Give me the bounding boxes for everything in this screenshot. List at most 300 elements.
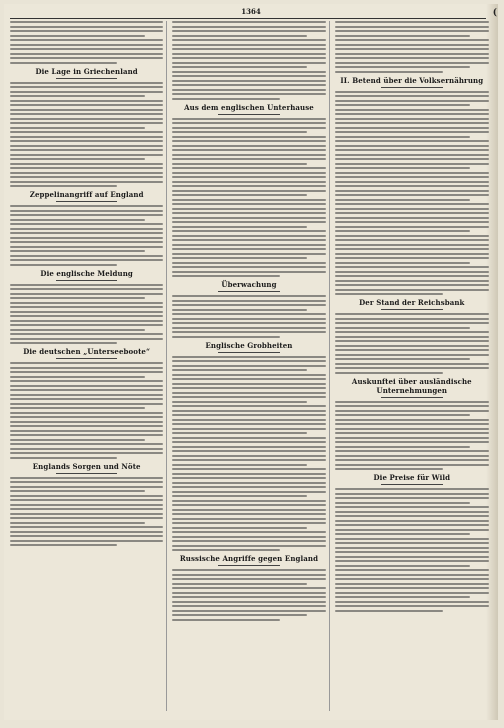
text-line xyxy=(172,21,325,23)
text-line xyxy=(10,452,163,454)
text-line xyxy=(10,315,163,317)
page-number: 1364 xyxy=(241,7,261,16)
text-line xyxy=(172,365,325,367)
text-block xyxy=(172,295,325,338)
text-line xyxy=(10,293,163,295)
text-line xyxy=(172,185,325,187)
text-line xyxy=(335,289,489,291)
text-line xyxy=(172,522,325,524)
text-line xyxy=(335,53,489,55)
text-line xyxy=(10,329,145,331)
text-line xyxy=(335,194,489,196)
text-line xyxy=(335,190,489,192)
text-line xyxy=(172,327,325,329)
text-line xyxy=(10,57,163,59)
text-line xyxy=(10,380,163,382)
text-line xyxy=(335,583,489,585)
text-line xyxy=(335,131,489,133)
text-line xyxy=(335,172,489,174)
newspaper-page xyxy=(4,4,498,720)
text-line xyxy=(172,614,307,616)
text-line xyxy=(335,336,489,338)
text-line xyxy=(172,383,325,385)
text-line xyxy=(172,89,325,91)
text-line xyxy=(172,574,325,576)
text-line xyxy=(172,392,325,394)
text-line xyxy=(10,288,163,290)
text-line xyxy=(172,587,325,589)
text-line xyxy=(172,39,325,41)
text-line xyxy=(172,230,325,232)
text-line xyxy=(335,450,489,452)
text-line xyxy=(335,542,489,544)
text-line xyxy=(335,95,489,97)
text-line xyxy=(335,284,489,286)
text-line xyxy=(335,497,489,499)
text-line xyxy=(172,71,325,73)
text-line xyxy=(335,410,489,412)
text-line xyxy=(10,371,163,373)
text-line xyxy=(335,601,489,603)
article-heading: Die deutschen „Unterseeboote“ xyxy=(23,347,151,356)
text-line xyxy=(172,149,325,151)
text-line xyxy=(335,587,489,589)
header-rule xyxy=(10,18,492,19)
text-line xyxy=(335,39,489,41)
text-line xyxy=(10,127,145,129)
text-line xyxy=(335,262,471,264)
article-heading: Die Lage in Griechenland xyxy=(35,66,138,76)
text-line xyxy=(335,538,489,540)
text-block xyxy=(10,21,163,64)
heading-rule xyxy=(381,309,443,310)
text-line xyxy=(10,338,163,340)
text-line xyxy=(10,508,163,510)
text-line xyxy=(10,232,163,234)
text-line xyxy=(10,425,163,427)
text-line xyxy=(172,235,325,237)
text-line xyxy=(172,158,325,160)
text-line xyxy=(172,518,325,520)
text-line xyxy=(172,84,325,86)
text-line xyxy=(335,313,489,315)
text-line xyxy=(172,262,325,264)
text-line xyxy=(172,336,279,338)
text-block xyxy=(335,21,489,73)
text-line xyxy=(10,407,145,409)
text-line xyxy=(172,194,307,196)
text-line xyxy=(335,26,489,28)
text-line xyxy=(172,75,325,77)
text-line xyxy=(172,504,325,506)
text-line xyxy=(335,163,489,165)
text-line xyxy=(172,167,325,169)
heading-rule xyxy=(218,114,279,115)
text-line xyxy=(335,560,489,562)
text-line xyxy=(172,248,325,250)
text-line xyxy=(335,358,471,360)
text-line xyxy=(10,95,145,97)
text-line xyxy=(10,522,145,524)
text-line xyxy=(172,257,307,259)
text-line xyxy=(172,304,325,306)
text-line xyxy=(172,500,325,502)
text-line xyxy=(335,405,489,407)
article-heading: Die englische Meldung xyxy=(40,268,133,278)
text-line xyxy=(335,136,471,138)
text-line xyxy=(335,266,489,268)
text-line xyxy=(10,48,163,50)
text-line xyxy=(10,44,163,46)
text-line xyxy=(335,181,489,183)
article-heading: Russische Angriffe gegen England xyxy=(179,554,319,563)
text-line xyxy=(10,448,163,450)
text-line xyxy=(10,53,163,55)
text-line xyxy=(172,313,325,315)
article-heading: Die Preise für Wild xyxy=(373,473,451,482)
text-line xyxy=(10,416,163,418)
text-line xyxy=(10,136,163,138)
text-line xyxy=(335,432,489,434)
text-block xyxy=(172,21,325,100)
text-line xyxy=(335,437,489,439)
text-line xyxy=(10,181,163,183)
text-line xyxy=(335,44,489,46)
text-line xyxy=(335,524,489,526)
text-line xyxy=(335,428,489,430)
text-line xyxy=(335,158,489,160)
text-line xyxy=(172,527,307,529)
text-line xyxy=(335,578,489,580)
text-line xyxy=(10,62,117,64)
text-line xyxy=(335,455,489,457)
article-heading: Aus dem englischen Unterhause xyxy=(184,102,314,112)
text-line xyxy=(172,468,325,470)
text-line xyxy=(172,513,325,515)
text-line xyxy=(335,354,489,356)
text-line xyxy=(172,396,325,398)
text-line xyxy=(335,176,489,178)
text-block xyxy=(172,569,325,621)
text-line xyxy=(335,367,489,369)
text-line xyxy=(335,21,489,23)
text-line xyxy=(172,203,325,205)
text-line xyxy=(172,473,325,475)
text-line xyxy=(335,226,489,228)
text-line xyxy=(335,574,489,576)
text-line xyxy=(335,464,489,466)
text-line xyxy=(335,565,471,567)
text-line xyxy=(10,540,163,542)
text-line xyxy=(172,244,325,246)
text-line xyxy=(10,122,163,124)
text-line xyxy=(172,66,307,68)
text-line xyxy=(172,253,325,255)
text-line xyxy=(172,322,325,324)
text-line xyxy=(172,35,307,37)
text-line xyxy=(335,529,489,531)
text-line xyxy=(172,509,325,511)
text-line xyxy=(335,419,489,421)
article-heading: Überwachung xyxy=(221,280,277,289)
text-line xyxy=(10,333,163,335)
text-line xyxy=(172,48,325,50)
text-line xyxy=(172,405,325,407)
text-line xyxy=(172,536,325,538)
text-line xyxy=(10,544,117,546)
text-line xyxy=(10,26,163,28)
edge-glyph: ( xyxy=(492,8,497,18)
text-line xyxy=(172,26,325,28)
text-line xyxy=(10,250,145,252)
text-line xyxy=(10,535,163,537)
text-line xyxy=(172,410,325,412)
text-line xyxy=(172,360,325,362)
text-line xyxy=(172,387,325,389)
text-line xyxy=(335,502,471,504)
text-line xyxy=(335,569,489,571)
text-line xyxy=(335,185,489,187)
text-line xyxy=(10,434,163,436)
text-line xyxy=(10,210,163,212)
text-line xyxy=(335,253,489,255)
text-line xyxy=(172,428,325,430)
text-line xyxy=(172,172,325,174)
text-line xyxy=(10,118,163,120)
text-line xyxy=(172,295,325,297)
text-line xyxy=(335,520,489,522)
text-line xyxy=(172,531,325,533)
text-line xyxy=(172,122,325,124)
text-line xyxy=(335,91,489,93)
text-block xyxy=(335,91,489,296)
text-line xyxy=(172,592,325,594)
text-line xyxy=(172,486,325,488)
text-line xyxy=(10,477,163,479)
text-line xyxy=(172,610,325,612)
text-line xyxy=(335,71,443,73)
text-line xyxy=(335,441,489,443)
text-line xyxy=(10,21,163,23)
text-line xyxy=(10,495,163,497)
text-line xyxy=(10,457,117,459)
text-line xyxy=(10,149,163,151)
text-line xyxy=(10,223,163,225)
text-line xyxy=(172,30,325,32)
text-line xyxy=(10,324,163,326)
text-line xyxy=(172,455,325,457)
text-line xyxy=(172,226,307,228)
text-line xyxy=(335,515,489,517)
article-heading: Englische Grobheiten xyxy=(205,340,293,350)
text-line xyxy=(10,311,163,313)
text-line xyxy=(10,439,145,441)
text-line xyxy=(335,122,489,124)
heading-rule xyxy=(56,473,117,474)
text-line xyxy=(10,342,117,344)
text-line xyxy=(10,517,163,519)
text-line xyxy=(10,100,163,102)
text-line xyxy=(172,450,325,452)
text-line xyxy=(172,432,307,434)
text-line xyxy=(172,53,325,55)
column-1 xyxy=(10,21,167,711)
text-line xyxy=(335,349,489,351)
text-line xyxy=(335,217,489,219)
text-line xyxy=(335,533,471,535)
text-block xyxy=(335,488,489,612)
text-block xyxy=(10,362,163,459)
text-line xyxy=(335,145,489,147)
text-line xyxy=(10,145,163,147)
text-line xyxy=(172,118,325,120)
text-line xyxy=(172,601,325,603)
text-line xyxy=(172,331,325,333)
text-line xyxy=(10,481,163,483)
text-line xyxy=(172,419,325,421)
text-line xyxy=(10,259,163,261)
text-line xyxy=(335,468,443,470)
text-line xyxy=(335,167,471,169)
text-line xyxy=(335,199,471,201)
text-line xyxy=(172,545,325,547)
heading-rule xyxy=(56,78,117,79)
text-line xyxy=(335,556,489,558)
heading-rule xyxy=(381,87,443,88)
text-line xyxy=(335,592,489,594)
text-line xyxy=(172,154,325,156)
text-line xyxy=(335,248,489,250)
article-heading: Zeppelinangriff auf England xyxy=(29,190,144,199)
text-line xyxy=(10,172,163,174)
text-block xyxy=(10,82,163,188)
text-line xyxy=(172,596,325,598)
text-line xyxy=(335,208,489,210)
text-line xyxy=(172,57,325,59)
text-line xyxy=(10,403,163,405)
article-heading: II. Betend über die Volksernährung xyxy=(340,75,484,85)
text-line xyxy=(172,275,279,277)
text-line xyxy=(172,309,307,311)
text-line xyxy=(172,145,325,147)
text-line xyxy=(10,241,163,243)
text-line xyxy=(335,154,489,156)
text-line xyxy=(172,62,325,64)
text-line xyxy=(335,322,489,324)
text-line xyxy=(10,237,163,239)
text-line xyxy=(335,48,489,50)
text-line xyxy=(335,57,489,59)
text-line xyxy=(172,239,325,241)
text-line xyxy=(335,280,489,282)
text-line xyxy=(335,149,489,151)
heading-rule xyxy=(381,484,443,485)
text-line xyxy=(335,372,443,374)
text-line xyxy=(10,513,163,515)
text-line xyxy=(172,446,325,448)
text-line xyxy=(335,340,489,342)
text-line xyxy=(172,459,325,461)
text-line xyxy=(10,255,163,257)
text-line xyxy=(10,109,163,111)
text-line xyxy=(10,412,163,414)
text-line xyxy=(172,176,325,178)
text-line xyxy=(10,504,163,506)
text-line xyxy=(10,228,163,230)
text-line xyxy=(10,297,145,299)
heading-rule xyxy=(56,201,117,202)
text-line xyxy=(335,459,489,461)
text-line xyxy=(10,140,163,142)
text-line xyxy=(10,394,163,396)
text-line xyxy=(335,113,489,115)
text-line xyxy=(10,443,163,445)
text-block xyxy=(335,313,489,374)
text-line xyxy=(335,493,489,495)
column-2 xyxy=(172,21,329,711)
text-line xyxy=(172,495,307,497)
text-line xyxy=(172,271,325,273)
text-line xyxy=(172,540,325,542)
text-line xyxy=(335,318,489,320)
text-block xyxy=(172,118,325,278)
text-line xyxy=(335,596,471,598)
text-line xyxy=(335,547,489,549)
text-block xyxy=(172,356,325,552)
article-heading: Englands Sorgen und Nöte xyxy=(32,461,141,471)
text-line xyxy=(335,221,489,223)
text-line xyxy=(335,235,489,237)
text-line xyxy=(335,212,489,214)
text-line xyxy=(10,35,145,37)
column-3 xyxy=(335,21,492,711)
text-block xyxy=(10,477,163,547)
text-line xyxy=(10,86,163,88)
text-line xyxy=(335,363,489,365)
text-line xyxy=(10,167,163,169)
columns xyxy=(10,21,492,711)
text-line xyxy=(335,127,489,129)
text-line xyxy=(335,345,489,347)
text-line xyxy=(172,318,325,320)
heading-rule xyxy=(56,280,117,281)
text-line xyxy=(335,605,489,607)
text-line xyxy=(335,293,443,295)
text-line xyxy=(10,486,163,488)
text-line xyxy=(335,118,489,120)
text-line xyxy=(335,610,443,612)
text-line xyxy=(10,30,163,32)
text-line xyxy=(10,421,163,423)
text-line xyxy=(172,266,325,268)
text-line xyxy=(172,208,325,210)
text-line xyxy=(335,401,489,403)
text-line xyxy=(172,549,279,551)
text-line xyxy=(335,331,489,333)
text-line xyxy=(172,374,325,376)
text-line xyxy=(10,398,163,400)
text-line xyxy=(172,477,325,479)
text-block xyxy=(10,205,163,266)
article-heading: Der Stand der Reichsbank xyxy=(359,298,465,307)
text-line xyxy=(10,163,163,165)
text-line xyxy=(172,80,325,82)
heading-rule xyxy=(218,565,279,566)
text-line xyxy=(172,464,307,466)
text-line xyxy=(335,506,489,508)
text-line xyxy=(172,127,325,129)
text-line xyxy=(335,230,471,232)
